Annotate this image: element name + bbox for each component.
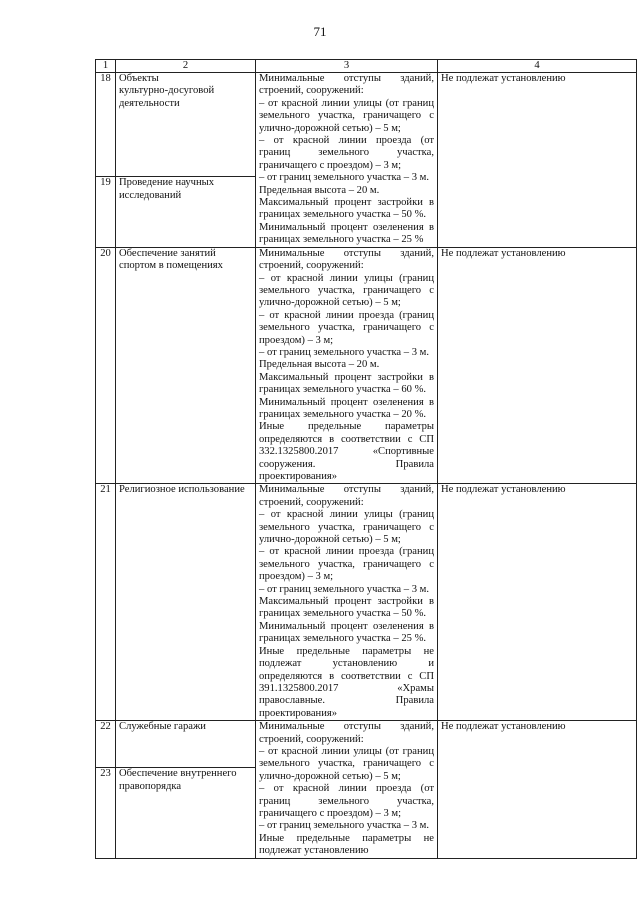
column-header: 3 [256, 60, 438, 73]
parameter-line: Предельная высота – 20 м. [259, 184, 380, 196]
use-type-name-line: культурно-досуговой [119, 85, 215, 97]
column-header: 4 [438, 60, 637, 73]
row-number: 20 [96, 247, 116, 484]
parameter-line: Максимальный процент застройки в границах земельного участка – 50 %. [259, 197, 434, 221]
row-number: 18 [96, 73, 116, 177]
parameter-line: Предельная высота – 20 м. [259, 359, 380, 371]
parameter-line: Минимальные отступы зданий, строений, сооружений: [259, 484, 434, 508]
parameter-line: – от границ земельного участка – 3 м. [259, 346, 430, 358]
table-header-row [96, 60, 637, 73]
table-row [96, 484, 637, 721]
column-header: 1 [96, 60, 116, 73]
use-type-name [116, 73, 256, 177]
row-number: 19 [96, 177, 116, 247]
parameter-line: Максимальный процент застройки в границах земельного участка – 50 %. [259, 596, 434, 620]
parameters-cell [256, 73, 438, 248]
use-type-name [116, 721, 256, 768]
parameter-line: Иные предельные параметры не подлежат установлению и определяются в соответствии с СП 391.1325800.2017 «Храмы православные. Правила проектирования» [259, 645, 434, 719]
parameter-line: – от границ земельного участка – 3 м. [259, 583, 430, 595]
column-header: 2 [116, 60, 256, 73]
row-number: 22 [96, 721, 116, 768]
page-number: 71 [313, 24, 327, 39]
limits-cell: Не подлежат установлению [438, 247, 637, 484]
parameter-line: – от красной линии улицы (границ земельного участка, граничащего с улично-дорожной сетью) – 5 м; [259, 272, 434, 309]
parameter-line: Минимальные отступы зданий, строений, сооружений: [259, 73, 434, 97]
use-type-name-line: Религиозное использование [119, 484, 245, 496]
row-number: 23 [96, 768, 116, 858]
parameter-line: – от красной линии проезда (границ земельного участка, граничащего с проездом) – 3 м; [259, 546, 434, 583]
parameter-line: Иные предельные параметры определяются в соответствии с СП 332.1325800.2017 «Спортивные сооружения. Правила проектирования» [259, 421, 434, 482]
parameter-line: – от границ земельного участка – 3 м. [259, 820, 430, 832]
parameter-line: Минимальный процент озеленения в границах земельного участка – 25 %. [259, 620, 434, 645]
parameters-cell [256, 247, 438, 484]
limits-cell: Не подлежат установлению [438, 73, 637, 248]
parameters-cell [256, 721, 438, 858]
use-type-name-line: Объекты [119, 73, 159, 84]
limits-cell: Не подлежат установлению [438, 721, 637, 858]
parameter-line: Иные предельные параметры не подлежат установлению [259, 832, 434, 857]
parameter-line: – от красной линии улицы (от границ земельного участка, граничащего с улично-дорожной сетью) – 5 м; [259, 745, 434, 782]
parameter-line: – от красной линии улицы (границ земельного участка, граничащего с улично-дорожной сетью) – 5 м; [259, 509, 434, 546]
parameter-line: Минимальный процент озеленения в границах земельного участка – 20 %. [259, 396, 434, 420]
table-row [96, 721, 637, 768]
limits-cell: Не подлежат установлению [438, 484, 637, 721]
table-row [96, 73, 637, 177]
parameter-line: Минимальные отступы зданий, строений, сооружений: [259, 721, 434, 745]
parameter-line: – от красной линии проезда (от границ земельного участка, граничащего с проездом) – 3 м; [259, 135, 434, 171]
use-type-name [116, 247, 256, 484]
use-type-name-line: Служебные гаражи [119, 721, 206, 733]
parameter-line: Минимальный процент озеленения в границах земельного участка – 25 % [259, 221, 434, 246]
use-type-name-line: Обеспечение внутреннего [119, 768, 237, 780]
land-use-regulations-table [95, 59, 637, 859]
table-row [96, 247, 637, 484]
parameter-line: – от границ земельного участка – 3 м. [259, 172, 430, 184]
parameter-line: Максимальный процент застройки в границах земельного участка – 60 %. [259, 371, 434, 396]
row-number: 21 [96, 484, 116, 721]
use-type-name-line: спортом в помещениях [119, 260, 223, 272]
use-type-name-line: правопорядка [119, 780, 182, 792]
table-body [96, 73, 637, 859]
use-type-name-line: исследований [119, 189, 182, 201]
use-type-name [116, 768, 256, 858]
use-type-name-line: Обеспечение занятий [119, 247, 216, 259]
use-type-name [116, 484, 256, 721]
parameter-line: – от красной линии улицы (от границ земельного участка, граничащего с улично-дорожной сетью) – 5 м; [259, 97, 434, 134]
use-type-name [116, 177, 256, 247]
parameter-line: Минимальные отступы зданий, строений, сооружений: [259, 247, 434, 272]
parameter-line: – от красной линии проезда (границ земельного участка, граничащего с проездом) – 3 м; [259, 309, 434, 346]
parameter-line: – от красной линии проезда (от границ земельного участка, граничащего с проездом) – 3 м; [259, 783, 434, 819]
use-type-name-line: Проведение научных [119, 177, 215, 189]
use-type-name-line: деятельности [119, 97, 180, 109]
parameters-cell [256, 484, 438, 721]
